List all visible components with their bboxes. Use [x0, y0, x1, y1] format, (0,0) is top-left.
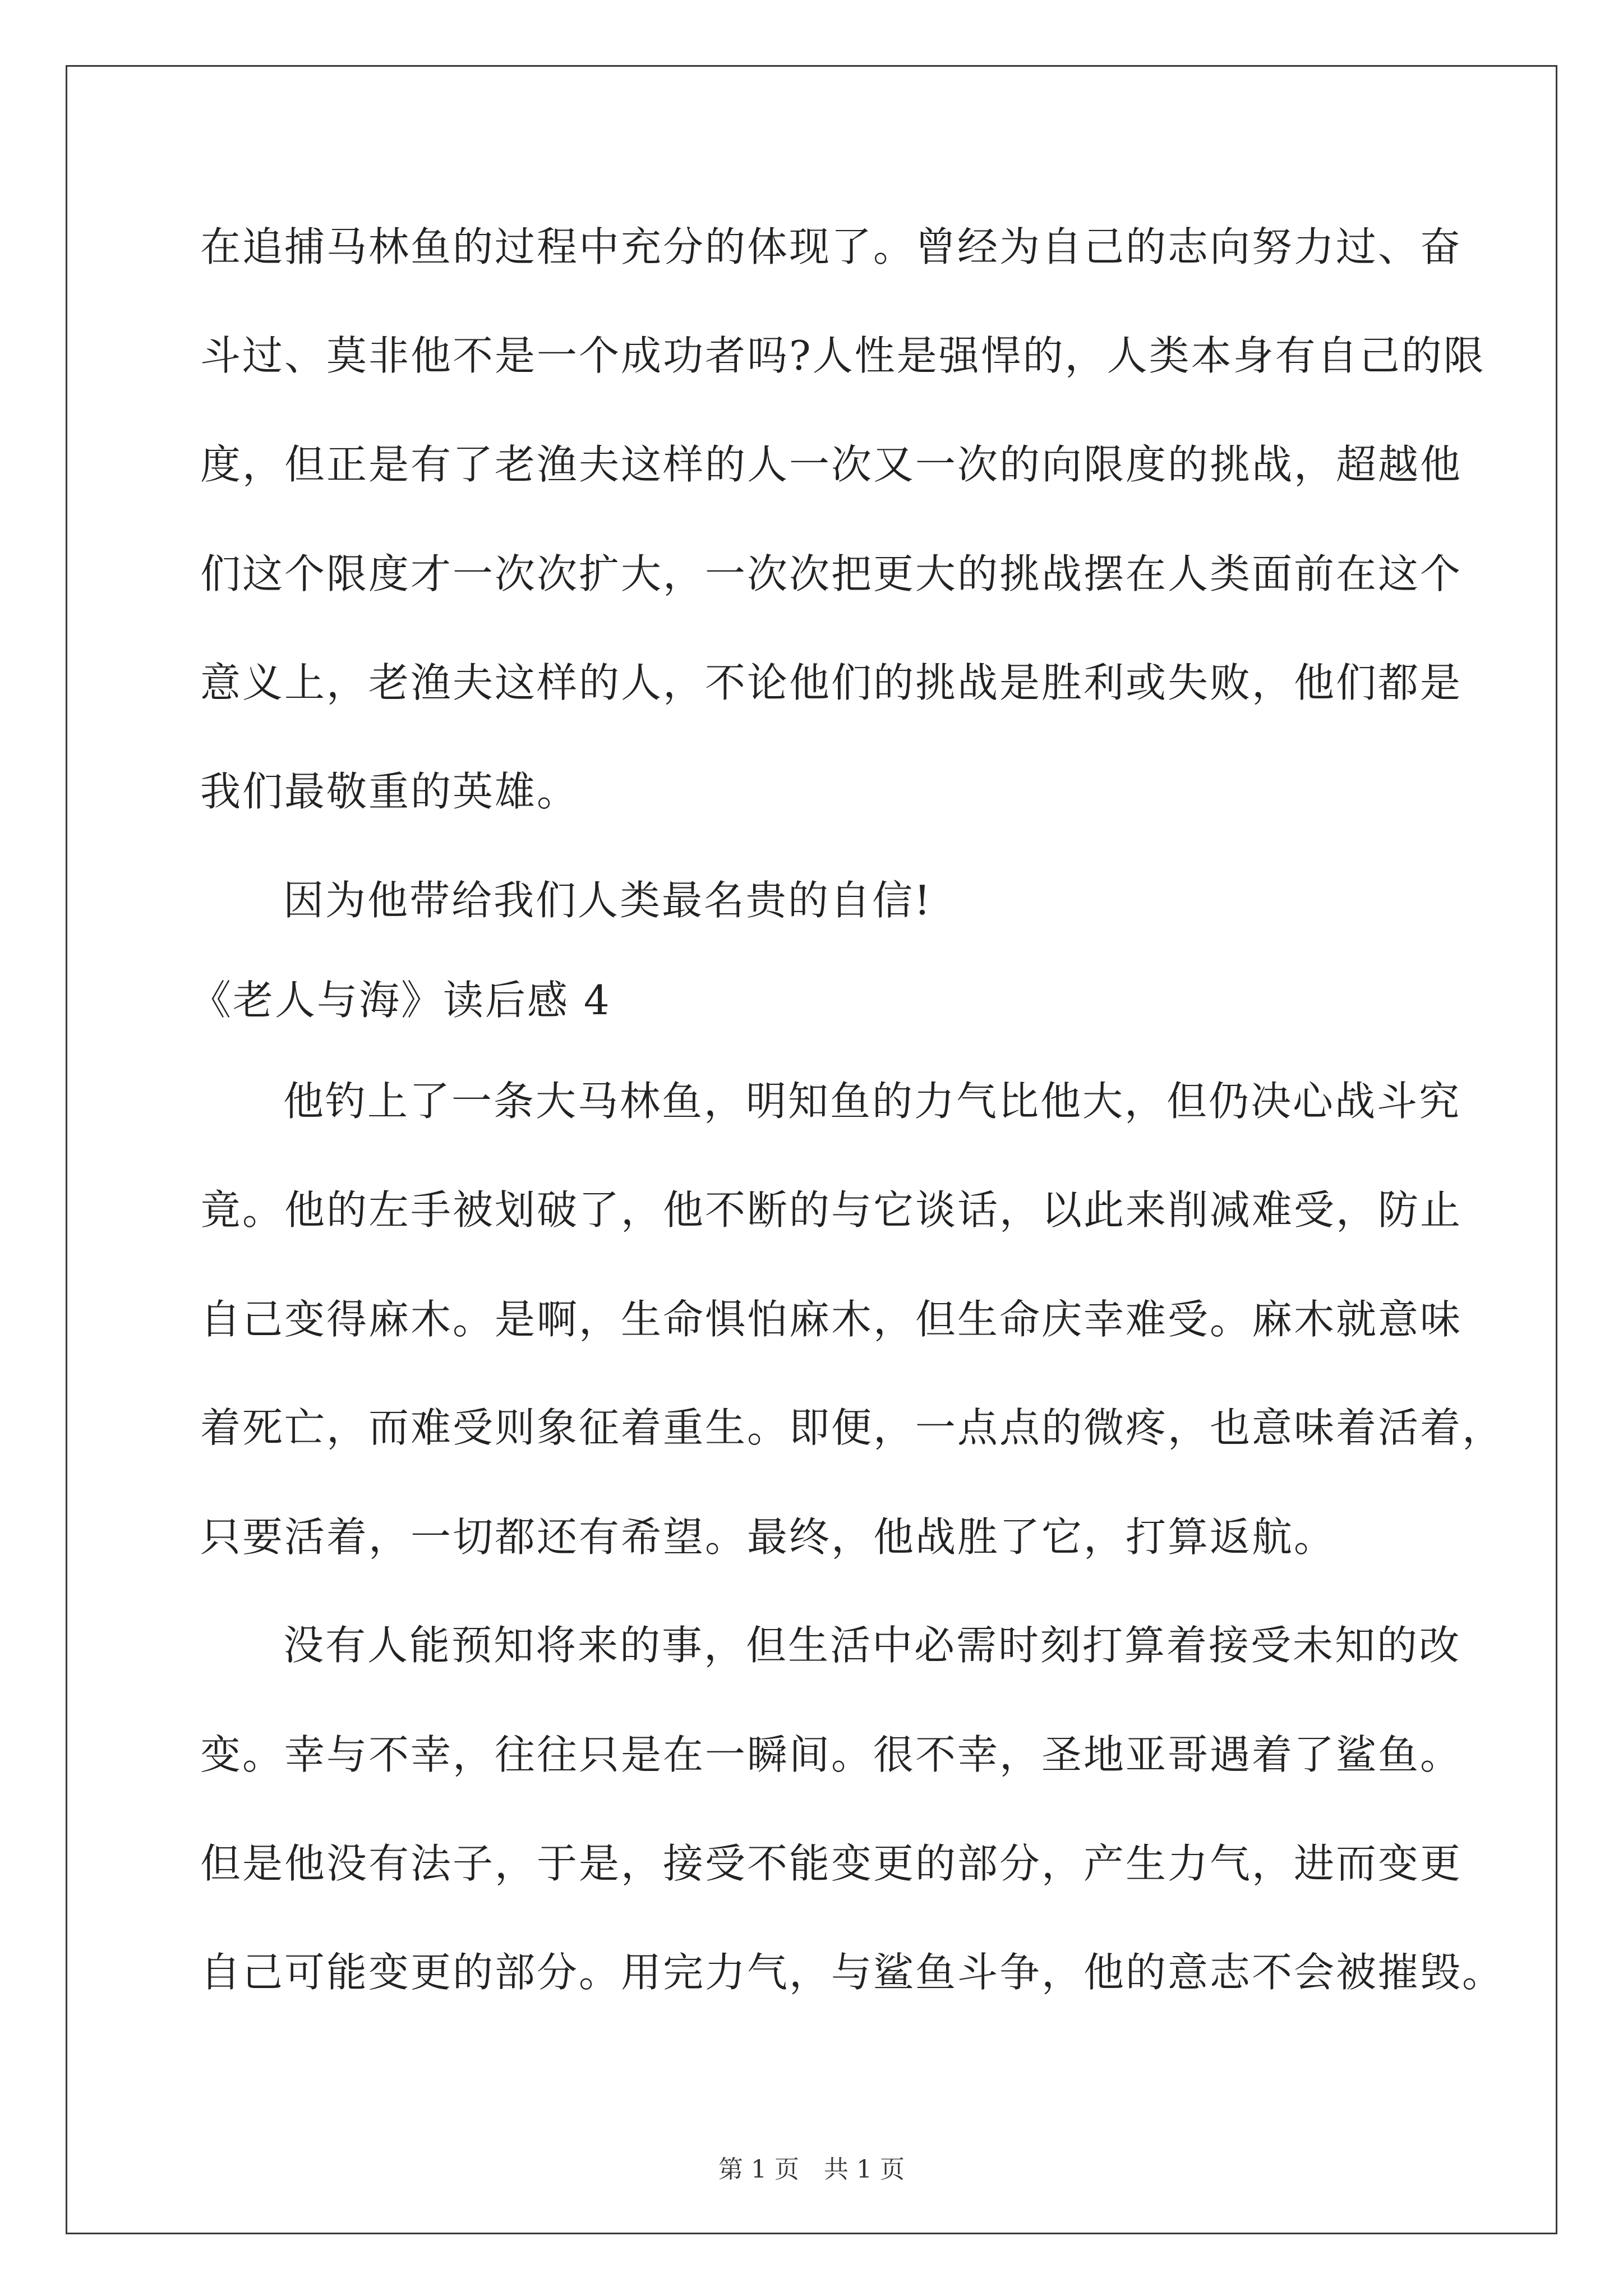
page-number: 第 1 页 共 1 页: [718, 2155, 905, 2184]
paragraph-line: 只要活着，一切都还有希望。最终，他战胜了它，打算返航。: [200, 1513, 1336, 1561]
paragraph-line: 自己变得麻木。是啊，生命惧怕麻木，但生命庆幸难受。麻木就意味: [200, 1296, 1463, 1343]
paragraph-line: 着死亡，而难受则象征着重生。即便，一点点的微疼，也意味着活着，: [200, 1404, 1505, 1451]
paragraph-line: 变。幸与不幸，往往只是在一瞬间。很不幸，圣地亚哥遇着了鲨鱼。: [200, 1731, 1463, 1778]
paragraph-line: 竟。他的左手被划破了，他不断的与它谈话，以此来削减难受，防止: [200, 1186, 1463, 1234]
section-heading: 《老人与海》读后感 4: [191, 977, 611, 1024]
paragraph-line: 在追捕马林鱼的过程中充分的体现了。曾经为自己的志向努力过、奋: [200, 223, 1463, 270]
paragraph-line: 自己可能变更的部分。用完力气，与鲨鱼斗争，他的意志不会被摧毁。: [200, 1949, 1505, 1996]
paragraph-line: 因为他带给我们人类最名贵的自信!: [283, 877, 932, 924]
paragraph-line: 没有人能预知将来的事，但生活中必需时刻打算着接受未知的改: [283, 1622, 1461, 1669]
page-border: [66, 65, 1557, 2234]
paragraph-line: 斗过、莫非他不是一个成功者吗?人性是强悍的，人类本身有自己的限: [200, 332, 1486, 379]
paragraph-line: 意义上，老渔夫这样的人，不论他们的挑战是胜利或失败，他们都是: [200, 659, 1463, 706]
paragraph-line: 我们最敬重的英雄。: [200, 768, 579, 815]
paragraph-line: 度，但正是有了老渔夫这样的人一次又一次的向限度的挑战，超越他: [200, 441, 1463, 488]
paragraph-line: 们这个限度才一次次扩大，一次次把更大的挑战摆在人类面前在这个: [200, 550, 1463, 597]
paragraph-line: 但是他没有法子，于是，接受不能变更的部分，产生力气，进而变更: [200, 1840, 1463, 1887]
paragraph-line: 他钓上了一条大马林鱼，明知鱼的力气比他大，但仍决心战斗究: [283, 1078, 1461, 1125]
